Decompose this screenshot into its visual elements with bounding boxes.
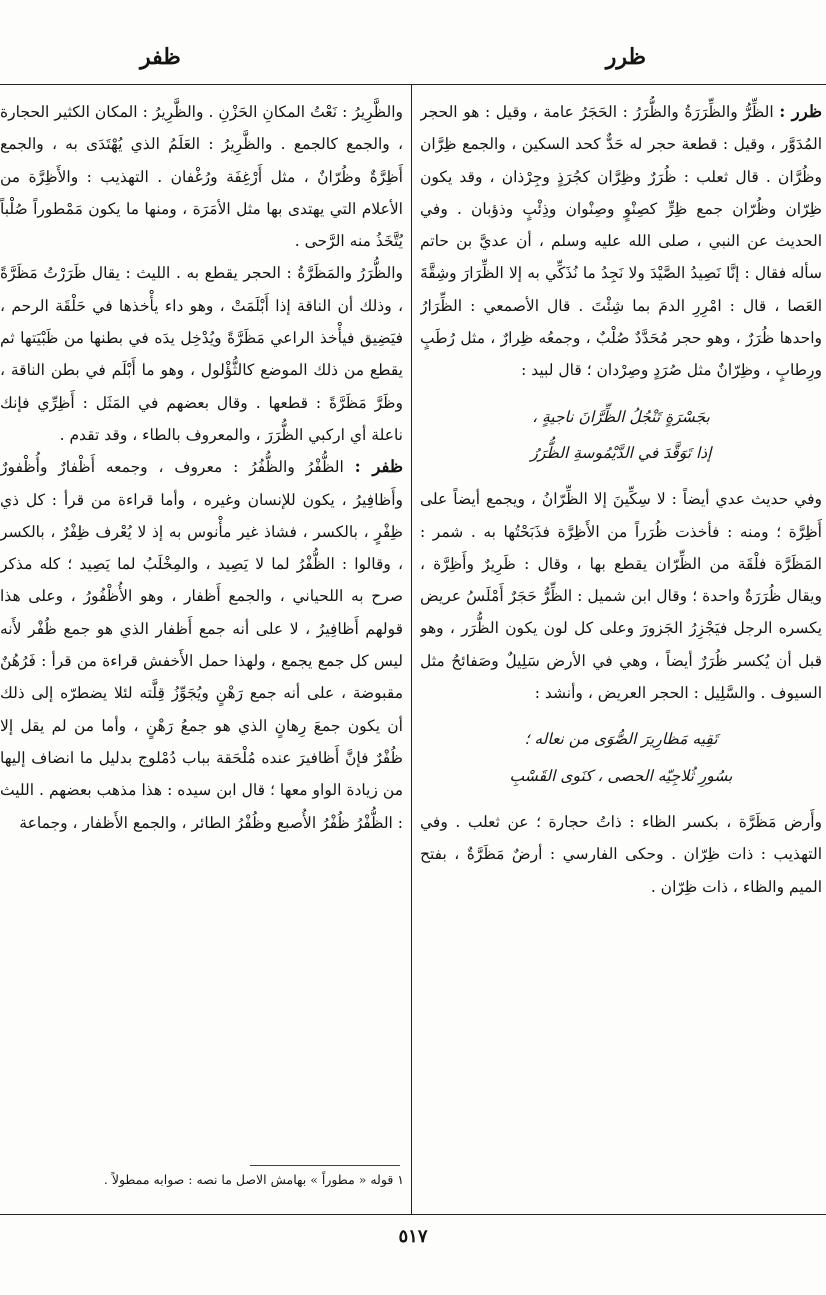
verse-line: تَقِيه مَظارِيرَ الصُّوَى من نعاله ؛ — [524, 730, 718, 749]
top-rule — [0, 84, 826, 85]
running-head-left: ظفر — [140, 44, 181, 70]
footnote: ١ قوله « مطوراً » بهامش الاصل ما نصه : صوابه ممطولاً . — [103, 1172, 404, 1187]
paragraph: وفي حديث عدي أيضاً : لا سِكِّينَ إلا الظِّرّانُ ، ويجمع أيضاً على أَظِرَّة ؛ ومنه : فأخذت ظُرَراً من الأَظِرَّة فذَبَحْتُها به . شمر : المَظَرَّة فلْقَة من الظِّرّان يقطع بها ، وقال : ظَرِيرٌ وأَظِرَّة ، ويقال ظُرَرَةٌ واحدة ؛ وقال ابن شميل : الظِّرُّ حَجَرٌ أَمْلَسُ عريض يكسره الرجل فيَجْزِرُ الجَزورَ وعلى كل لون يكون الظُّرَر ، وهو قبل أن يُكسر ظُرَرٌ أيضاً ، وهي في الأرض سَلِيلٌ وصَفائحُ مثل السيوف . والسَّلِيل : الحجر العريض ، وأنشد : — [420, 490, 822, 703]
footnote-rule — [250, 1165, 400, 1166]
bottom-rule — [0, 1214, 826, 1215]
entry-headword: ظفر : — [354, 457, 403, 477]
entry-headword: ظرر : — [779, 102, 822, 121]
right-column — [420, 96, 822, 1206]
left-column — [0, 96, 403, 1166]
entry-text: الظُّفْرُ والظُّفُرُ : معروف ، وجمعه أَظْفارٌ وأُظْفورٌ وأَظافِيرُ ، يكون للإنسان وغيره ، وأما قراءة من قرأ : كل ذي ظِفْرٍ ، بالكسر ، فشاذ غير مأْنوس به إذ لا يُعْرف ظِفْرٌ ، بالكسر ، وقالوا : الظُّفْرُ لما لا يَصِيد ، والمِخْلَبُ لما يَصِيد ؛ كله مذكر صرح به اللحياني ، والجمع أَظفار ، وهو الأُظْفُورُ ، وعلى هذا قولهم أَظافِيرُ ، لا على أنه جمع أَظفار الذي هو جمع ظُفْر لأَنه ليس كل جمع يجمع ، ولهذا حمل الأَخفش قراءة من قرأ : فَرُهُنٌ مقبوضة ، على أنه جمع رَهْنٍ ويُجَوِّزُ قِلَّته لئلا يضطرّه إلى ذلك أن يكون جمعَ رِهانٍ الذي هو جمعُ رَهْنٍ ، وأما من لم يقل إلا ظُفْرٌ فإنَّ أَظافيرَ عنده مُلْحَقة بباب دُمْلوج بدليل ما انضاف إليها من زيادة الواو معها ؛ قال ابن سيده : هذا مذهب بعضهم . الليث : الظُّفْرُ ظُفْرُ الأُصبع وظُفْرُ الطائر ، والجمع الأَظفار ، وجماعة — [0, 458, 403, 832]
paragraph: والظَّرِيرُ : نَعْتُ المكانِ الحَزْنِ . والظَّرِيرُ : المكان الكثير الحجارة ، والجمع كالجمع . والظَّرِيرُ : العَلَمُ الذي يُهْتَدَى به ، والجمع أَظِرَّةٌ وظُرّانٌ ، مثل أَرْغِفَة ورُغْفان . التهذيب : والأَظِرَّة من الأعلام التي يهتدى بها مثل الأمَرَة ، ومنها ما يكون مَمْطوراً صُلْباً يُتَّخَذُ منه الرَّحى . — [0, 103, 403, 251]
verse-line: إذا تَوَقَّدَ في الدَّيْمُوسةِ الظُّرَرُ — [530, 443, 712, 462]
running-head-right: ظرر — [605, 44, 646, 70]
entry-zarr — [420, 96, 822, 387]
paragraph: والظُّرَرُ والمَظَرَّةُ : الحجر يقطع به . الليث : يقال ظَرَرْتُ مَظَرَّةً ، وذلك أن الناقة إذا أَبْلَمَتْ ، وهو داء يأْخذها في حَلْقَة الرحم ، فيَضِيق فيأْخذ الراعي مَظَرَّةً ويُدْخِل يدَه في بطنها من ظَبْيَتها ثم يقطع من ذلك الموضع كالثُّؤْلول ، وهو ما أَبْلَم في بطن الناقة ، وظَرَّ مَظَرَّةً : قطعها . وقال بعضهم في المَثَل : أَظِرِّي فإنك ناعلة أي اركبي الظُّرَرَ ، والمعروف بالطاء ، وقد تقدم . — [0, 264, 403, 444]
paragraph: وأَرض مَظَرَّة ، بكسر الظاء : ذاتُ حجارة ؛ عن ثعلب . وفي التهذيب : ذات ظِرّان . وحكى الفارسي : أرضٌ مَظَرَّةٌ ، بفتح الميم والظاء ، ذات ظِرّان . — [420, 812, 822, 896]
page-number: ٥١٧ — [398, 1226, 428, 1247]
verse-line: بسُورِ ثُلاجِيّه الحصى ، كنَوى القَسْبِ — [509, 766, 733, 785]
verse-line: بجَسْرَةٍ تَنْجُلُ الظِّرَّانَ ناجيةٍ ، — [532, 407, 710, 426]
column-divider — [411, 84, 412, 1214]
entry-text: الظِّرُّ والظِّرَرَةُ والظُّرَرُ : الحَجَرُ عامة ، وقيل : هو الحجر المُدَوَّر ، وقيل : قطعة حجر له حَدٌّ كحد السكين ، والجمع ظِرَّان وظُرَّان . قال ثعلب : ظُرَرٌ وظِرَّان كجُرَذٍ وجِرْذان ، وقد يكون ظِرّان وظُرّان جمع ظِرٍّ كصِنْوٍ وصِنْوان وذِئْبٍ وذؤبان . وفي الحديث عن النبي ، صلى الله عليه وسلم ، أن عديَّ بن حاتم سأله فقال : إنَّا نَصِيدُ الصَّيْدَ ولا نَجِدُ ما نُذَكِّي به إلا الظِّرَارَ وشِقَّةَ العَصا ، قال : امْرِرِ الدمَ بما شِئْتَ . قال الأصمعي : الظِّرَارُ واحدها ظُرَرٌ ، وهو حجر مُحَدَّدٌ صُلْبٌ ، وجمعُه ظِرارٌ ، مثل رُطَبٍ ورِطابٍ ، وظِرّانٌ مثل صُرَدٍ وصِرْدان ؛ قال لبيد : — [420, 103, 822, 380]
entry-zafr — [0, 451, 403, 839]
